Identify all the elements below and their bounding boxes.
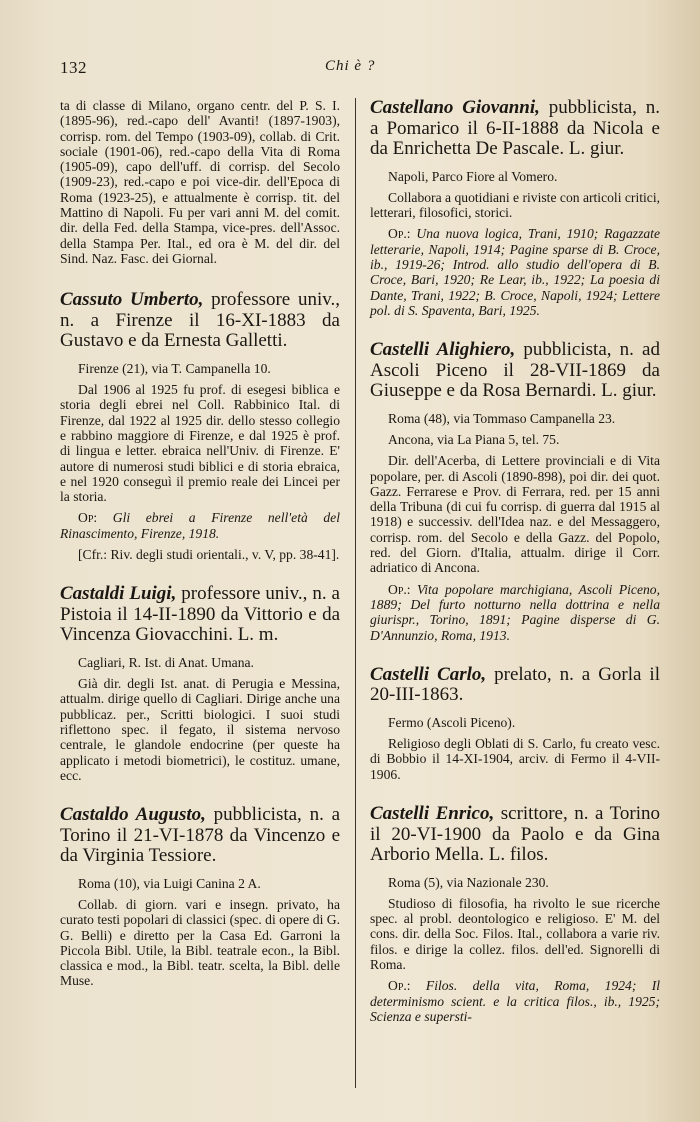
entry-works [370, 226, 660, 318]
entry-lead: pubblicista, n. a Torino il 21-VI-1878 da Vincenzo e da Virginia Tessiore. [60, 804, 341, 867]
entry-lead: professore univ., n. a Pistoia il 14-II-1890 da Vittorio e da Vincenza Giovacchini. L. m. [60, 583, 340, 646]
entry-name: Cassuto Umberto, [60, 289, 204, 311]
left-column [60, 98, 340, 1011]
works-label: Op.: [388, 978, 411, 994]
entry-address-secondary: Ancona, via La Piana 5, tel. 75. [388, 431, 560, 447]
running-head: Chi è ? [325, 58, 376, 74]
entry-name: Castelli Carlo, [370, 663, 487, 685]
entry-biography: Collab. di giorn. vari e insegn. privato, ha curato testi popolari di classici (spec. di opere di G. G. Belli) e diretto per la Casa Ed. Garroni la Piccola Bibl. Utile, la Bibl. teatrale econ., la Bibl. classica e mod., la Bibl. teatr. scelta, la Bibl. delle Muse. [60, 897, 340, 989]
entry-castellano-giovanni [370, 98, 660, 318]
entry-lead: prelato, n. a Gorla il 20-III-1863. [370, 663, 660, 706]
right-column [370, 98, 660, 1046]
entry-heading [370, 665, 660, 706]
entry-heading [60, 805, 340, 867]
entry-heading [60, 290, 340, 352]
page-header [60, 58, 664, 80]
entry-address: Roma (5), via Nazionale 230. [388, 874, 549, 890]
works-list: Vita popolare marchigiana, Ascoli Piceno, 1889; Del furto notturno nella dottrina e nella giurispr., Torino, 1891; Pagine disperse di G. D'Annunzio, Roma, 1913. [370, 581, 660, 643]
entry-address: Firenze (21), via T. Campanella 10. [78, 360, 271, 376]
works-list: Una nuova logica, Trani, 1910; Ragazzate letterarie, Napoli, 1914; Pagine sparse di B. Croce, ib., 1919-26; Introd. allo studio dell'opera di B. Croce, Bari, 1920; Re Lear, ib., 1922; La poesia di Dante, Trani, 1922; B. Croce, Napoli, 1924; Lettere pol. di S. Spaventa, Bari, 1925. [370, 226, 660, 318]
entry-name: Castelli Alighiero, [370, 339, 516, 361]
entry-heading [370, 340, 660, 402]
entry-name: Castaldi Luigi, [60, 583, 177, 605]
continued-entry-text: ta di classe di Milano, organo centr. del P. S. I. (1895-96), red.-capo dell' Avanti! (1897-1903), corrisp. rom. del Tempo (1903-09), collab. di Crit. sociale (1901-06), red.-capo della Vita di Roma (1905-09), capo dell'uff. di corrisp. del Secolo (1909-23), red.-capo e poi vice-dir. dell'Epoca di Roma (1923-25), e attualmente è corrisp. tit. del Mattino di Napoli. Fu per vari anni M. del comit. dir. della Fed. della Stampa, vice-pres. dell'Assoc. della Stampa Per. Ital., ed ora è M. del dir. del Sind. Naz. Fasc. dei Giornal. [60, 98, 340, 266]
entry-lead: pubblicista, n. a Pomarico il 6-II-1888 da Nicola e da Enrichetta De Pascale. L. giur. [370, 97, 660, 159]
works-label: Op.: [388, 226, 411, 242]
entry-works [370, 582, 660, 643]
entry-cassuto-umberto [60, 290, 340, 562]
entry-name: Castaldo Augusto, [60, 804, 206, 826]
entry-heading [60, 584, 340, 646]
entry-name: Castellano Giovanni, [370, 97, 540, 118]
entry-address: Roma (10), via Luigi Canina 2 A. [78, 875, 261, 891]
entry-lead: pubblicista, n. ad Ascoli Piceno il 28-VII-1869 da Giuseppe e da Rosa Bernardi. L. giur. [370, 339, 660, 402]
entry-biography: Dal 1906 al 1925 fu prof. di esegesi biblica e storia degli ebrei nel Coll. Rabbinico Ital. di Firenze, dal 1922 al 1925 dir. dello stesso collegio e rabbino maggiore di Firenze, e dal 1925 è prof. di lingua e letter. ebraica nell'Univ. di Firenze. E' autore di numerosi studi biblici e di storia ebraica, e nel 1920 conseguì il premio reale dei Lincei per la storia. [60, 382, 340, 505]
entry-castaldi-luigi [60, 584, 340, 783]
entry-address: Roma (48), via Tommaso Campanella 23. [388, 410, 616, 426]
entry-heading [370, 804, 660, 866]
entry-works [60, 510, 340, 541]
entry-note: [Cfr.: Riv. degli studi orientali., v. V, pp. 38-41]. [78, 547, 340, 563]
entry-name: Castelli Enrico, [370, 803, 495, 825]
entry-biography: Religioso degli Oblati di S. Carlo, fu creato vesc. di Bobbio il 14-XI-1904, arciv. di Fermo il 4-VII-1906. [370, 736, 660, 782]
entry-address: Cagliari, R. Ist. di Anat. Umana. [78, 654, 254, 670]
entry-castelli-enrico [370, 804, 660, 1024]
entry-lead: scrittore, n. a Torino il 20-VI-1900 da Paolo e da Gina Arborio Mella. L. filos. [370, 803, 660, 866]
page-number: 132 [60, 58, 87, 77]
works-list: Filos. della vita, Roma, 1924; Il determinismo scient. e la critica filos., ib., 1925; Scienza e supersti- [370, 978, 660, 1024]
entry-biography: Collabora a quotidiani e riviste con articoli critici, letterari, filosofici, storici. [370, 189, 660, 221]
entry-works [370, 978, 660, 1024]
works-label: Op: [78, 510, 98, 526]
entry-biography: Dir. dell'Acerba, di Lettere provinciali e di Vita popolare, per. di Ascoli (1890-898), poi dir. dei quot. Gazz. Ferrarese e Prov. di Ferrara, red. per 15 anni della Tribuna (di cui fu corrisp. di guerra dal 1915 al 1918) e successiv. dell'Idea naz. e del Messaggero, corrisp. rom. del Secolo e della Gazz. del Popolo, red. del Giorn. d'Italia, attualm. dirige il Corr. adriatico di Ancona. [370, 453, 660, 576]
entry-castelli-alighiero [370, 340, 660, 643]
entry-heading [370, 98, 660, 160]
entry-address: Fermo (Ascoli Piceno). [388, 714, 516, 730]
entry-castelli-carlo [370, 665, 660, 782]
entry-biography: Studioso di filosofia, ha rivolto le sue ricerche spec. al probl. deontologico e religioso. E' M. del cons. dir. della Soc. Filos. Ital., collabora a varie riv. filos. e dirige la collez. filos. dell'ed. Signorelli di Roma. [370, 895, 660, 972]
works-label: Op.: [388, 581, 411, 597]
entry-castaldo-augusto [60, 805, 340, 989]
entry-lead: professore univ., n. a Firenze il 16-XI-1883 da Gustavo e da Ernesta Galletti. [60, 289, 340, 352]
column-divider [355, 98, 356, 1088]
entry-biography: Già dir. degli Ist. anat. di Perugia e Messina, attualm. dirige quello di Cagliari. Dirige anche una pubblicaz. per., Scritti biologici. I suoi studi riflettono spec. il fegato, il sistema nervoso centrale, le glandole endocrine (per queste ha applicato i metodi biometrici), le costituz. umane, ecc. [60, 676, 340, 783]
works-list: Gli ebrei a Firenze nell'età del Rinascimento, Firenze, 1918. [60, 510, 340, 541]
entry-address: Napoli, Parco Fiore al Vomero. [388, 168, 558, 184]
